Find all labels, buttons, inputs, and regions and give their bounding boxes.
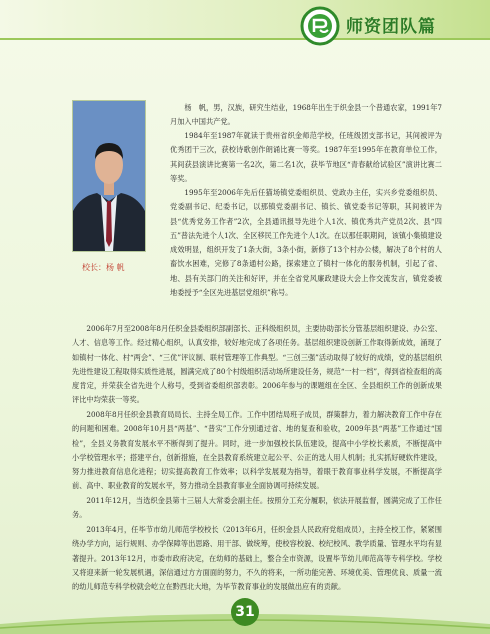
photo-caption: 校长：杨 帆	[82, 263, 125, 272]
paragraph-principal: 2013年4月，任毕节市幼儿师范学校校长（2013年6月，任织金县人民政府党组成员），主持全校工作，紧紧围绕办学方向，运行规则、办学保障等出思路、用干部、做统筹，使校容校貌、校纪校风、教学质量、管理水平均有显著提升。2013年12月，市委市政府决定，在幼师的基础上，整合全市资源，设置毕节幼儿师范高等专科学校。学校又将迎来新一轮发展机遇，深信通过方方面面的努力，不久的将来，一所功能完善、环境优美、管理优良、质量一流的幼儿师范专科学校就会屹立在黔西北大地，为毕节教育事业的发展做出应有的贡献。	[72, 525, 442, 592]
paragraph-congress: 2011年12月，当选织金县第十三届人大常委会副主任。按照分工充分履职，依法开展监督，圆满完成了工作任务。	[72, 496, 442, 520]
paragraph-education-bureau: 2008年8月任织金县教育局局长、主持全局工作。工作中团结局班子成员，群策群力，着力解决教育工作中存在的问题和困难。2008年10月县“两基”、“普实”工作分别通过省、地的复查和验收，2009年县“两基”工作通过“国检”，全县义务教育发展水平不断得到了提升。同时，进一步加强校长队伍建设，提高中小学校长素质，不断提高中小学校管理水平；搭建平台，创新措施，在全县教育系统建立起公平、公正的选人用人机制；扎实抓好硬软件建设，努力推进教育信息化进程；切实提高教育工作效率；以科学发展观为指导，着眼于教育事业科学发展，不断提高学前、高中、职业教育的发展水平，努力推动全县教育事业全面协调可持续发展。	[72, 410, 442, 491]
paragraph-organization: 2006年7月至2008年8月任织金县委组织部副部长、正科级组织员，主要协助部长分管基层组织建设、办公室、人才、信息等工作。经过精心组织，认真安排，较好地完成了各项任务。基层组织建设创新工作取得新成效，涌现了如镇村一体化、村“两会”、“三优”评议制、联村管理等工作典型。“三创三强”活动取得了较好的成绩，党的基层组织先进性建设工程取得实质性进展，圆满完成了80个村级组织活动场所建设任务，规范“一村一档”，得到省检查组的高度肯定，并荣获全省先进个人称号，受到省委组织部表彰。2006年参与的课题组在全区、全县组织工作的创新成果评比中均荣获一等奖。	[72, 324, 442, 405]
principal-photo	[72, 100, 146, 252]
paragraph-intro: 杨 帆，男，汉族，研究生结业，1968年出生于织金县一个普通农家，1991年7月加入中国共产党。	[170, 103, 442, 127]
paragraph-township: 1995年至2006年先后任猫场镇党委组织员、党政办主任，实兴乡党委组织员、党委副书记、纪委书记，以那镇党委副书记、镇长、镇党委书记等职，其间被评为县“优秀党务工作者”2次，全县通讯报导先进个人1次、镇优秀共产党员2次、县“四五”普法先进个人1次、全区移民工作先进个人1次。在以那任职期间，该镇小集镇建设成效明显，组织开发了1条大街，3条小街，新修了13个村办公楼，解决了8个村的人畜饮水困难，完修了8条通村公路，探索建立了镇村一体化的服务机制，引起了省、地、县有关部门的关注和好评，并在全省党风廉政建设大会上作交流发言，镇党委被地委授予“全区先进基层党组织”称号。	[170, 188, 442, 298]
paragraph-education: 1984年至1987年就读于贵州省织金师范学校，任班级团支部书记，其间被评为优秀团干三次，获校诗歌创作朗诵比赛一等奖。1987年至1995年在教育单位工作，其间获县演讲比赛第一名2次，第二名1次，获毕节地区“青春献给试验区”演讲比赛二等奖。	[170, 131, 442, 183]
section-title: 师资团队篇	[346, 17, 436, 37]
school-badge-icon	[300, 6, 340, 46]
page-number: 31	[231, 598, 259, 626]
